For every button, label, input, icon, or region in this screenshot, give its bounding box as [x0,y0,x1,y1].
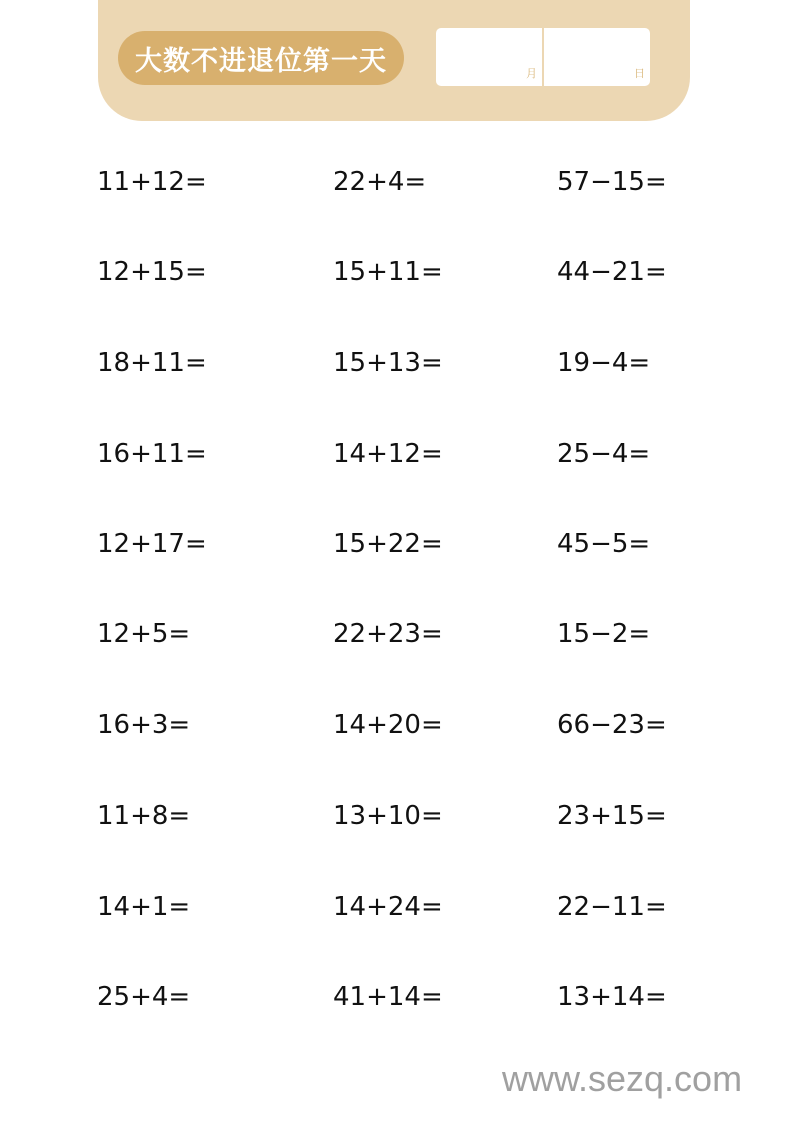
month-field[interactable] [436,28,542,86]
math-problem: 16+3= [97,710,191,740]
math-problem: 12+5= [97,619,191,649]
math-problem: 41+14= [333,982,443,1012]
math-problem: 14+1= [97,892,191,922]
math-problem: 25−4= [557,439,651,469]
worksheet-title-text: 大数不进退位第一天 [135,45,387,77]
math-problem: 14+20= [333,710,443,740]
math-problem: 15+13= [333,348,443,378]
math-problem: 45−5= [557,529,651,559]
month-label: 月 [526,67,537,80]
math-problem: 12+15= [97,257,207,287]
math-problem: 11+12= [97,167,207,197]
math-problem: 14+24= [333,892,443,922]
math-problem: 19−4= [557,348,651,378]
watermark: www.sezq.com [502,1058,743,1099]
math-problem: 14+12= [333,439,443,469]
math-problem: 22−11= [557,892,667,922]
day-field[interactable] [544,28,650,86]
math-problem: 44−21= [557,257,667,287]
day-label: 日 [634,67,645,80]
math-problem: 16+11= [97,439,207,469]
math-problem: 22+4= [333,167,427,197]
math-problem: 13+14= [557,982,667,1012]
math-problem: 13+10= [333,801,443,831]
math-problem: 18+11= [97,348,207,378]
math-problem: 15−2= [557,619,651,649]
math-problem: 57−15= [557,167,667,197]
math-problem: 66−23= [557,710,667,740]
math-problem: 11+8= [97,801,191,831]
math-problem: 25+4= [97,982,191,1012]
math-problem: 15+11= [333,257,443,287]
math-problem: 12+17= [97,529,207,559]
math-problem: 15+22= [333,529,443,559]
math-problem: 22+23= [333,619,443,649]
worksheet-title [118,31,404,85]
math-problem: 23+15= [557,801,667,831]
